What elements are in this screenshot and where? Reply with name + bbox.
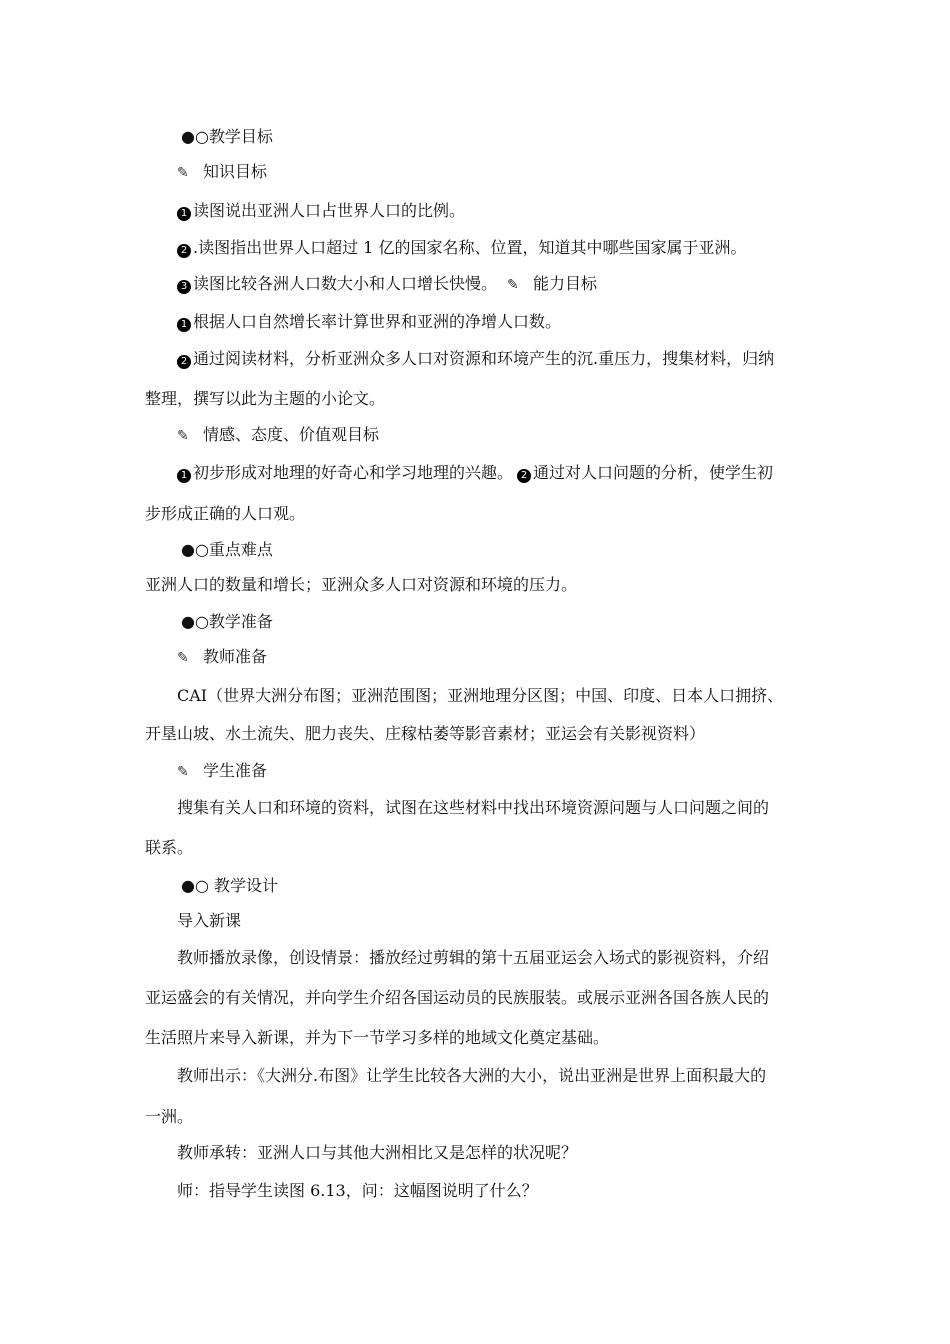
item-text: 初步形成对地理的好奇心和学习地理的兴趣。	[193, 463, 514, 482]
heading-label: 情感、态度、价值观目标	[203, 425, 380, 444]
student-prep-text: 搜集有关人口和环境的资料，试图在这些材料中找出环境资源问题与人口问题之间的	[177, 798, 770, 817]
key-points-text: 亚洲人口的数量和增长；亚洲众多人口对资源和环境的压力。	[145, 575, 578, 594]
knowledge-item-3	[177, 273, 597, 296]
numbered-bullet-icon: 1	[177, 469, 191, 483]
heading-label: 学生准备	[203, 761, 268, 780]
emotion-items	[177, 462, 773, 484]
intro-heading: 导入新课	[177, 911, 242, 930]
paragraph-3: 教师承转：亚洲人口与其他大洲相比又是怎样的状况呢？	[177, 1143, 578, 1162]
item-text: 通过阅读材料，分析亚洲众多人口对资源和环境产生的沉.重压力，搜集材料，归纳	[193, 349, 775, 368]
pen-icon: ✎	[507, 277, 519, 293]
paragraph-1-line-3: 生活照片来导入新课，并为下一节学习多样的地域文化奠定基础。	[145, 1028, 610, 1047]
item-text: 通过对人口问题的分析，使学生初	[533, 463, 774, 482]
paragraph-4: 师：指导学生读图 6.13，问：这幅图说明了什么？	[177, 1181, 538, 1200]
pen-icon: ✎	[177, 650, 189, 666]
paragraph-2-line-2: 一洲。	[145, 1107, 194, 1126]
paragraph-1-line-2: 亚运盛会的有关情况，并向学生介绍各国运动员的民族服装。或展示亚洲各国各族人民的	[145, 988, 770, 1007]
emotion-goals-heading	[177, 424, 379, 447]
pen-icon: ✎	[177, 764, 189, 780]
teaching-goals-heading: ●○教学目标	[181, 127, 273, 146]
pen-icon: ✎	[177, 428, 189, 444]
heading-label: 知识目标	[203, 162, 268, 181]
ability-goals-heading: 能力目标	[533, 274, 598, 293]
teacher-prep-text-continued: 开垦山坡、水土流失、肥力丧失、庄稼枯萎等影音素材；亚运会有关影视资料）	[145, 724, 706, 743]
heading-label: 教师准备	[203, 647, 268, 666]
item-text: .读图指出世界人口超过 1 亿的国家名称、位置，知道其中哪些国家属于亚洲。	[193, 238, 747, 257]
student-prep-text-continued: 联系。	[145, 838, 194, 857]
paragraph-2-line-1: 教师出示：《大洲分.布图》让学生比较各大洲的大小，说出亚洲是世界上面积最大的	[177, 1066, 767, 1085]
key-points-heading: ●○重点难点	[181, 540, 273, 559]
teacher-prep-text: CAI（世界大洲分布图；亚洲范围图；亚洲地理分区图；中国、印度、日本人口拥挤、	[177, 686, 784, 705]
numbered-bullet-icon: 2	[517, 469, 531, 483]
pen-icon: ✎	[177, 165, 189, 181]
emotion-items-continued: 步形成正确的人口观。	[145, 504, 306, 523]
teacher-prep-heading	[177, 646, 267, 669]
knowledge-goals-heading	[177, 161, 267, 184]
student-prep-heading	[177, 760, 267, 783]
knowledge-item-1	[177, 200, 465, 222]
item-text: 根据人口自然增长率计算世界和亚洲的净增人口数。	[193, 312, 562, 331]
paragraph-1-line-1: 教师播放录像，创设情景：播放经过剪辑的第十五届亚运会入场式的影视资料，介绍	[177, 948, 770, 967]
ability-item-1	[177, 311, 561, 333]
item-text: 读图比较各洲人口数大小和人口增长快慢。	[193, 274, 498, 293]
teaching-prep-heading: ●○教学准备	[181, 612, 273, 631]
knowledge-item-2	[177, 237, 746, 259]
numbered-bullet-icon: 1	[177, 207, 191, 221]
numbered-bullet-icon: 3	[177, 280, 191, 294]
numbered-bullet-icon: 2	[177, 244, 191, 258]
numbered-bullet-icon: 2	[177, 355, 191, 369]
numbered-bullet-icon: 1	[177, 318, 191, 332]
ability-item-2	[177, 348, 774, 370]
item-text: 读图说出亚洲人口占世界人口的比例。	[193, 201, 466, 220]
teaching-design-heading: ●○ 教学设计	[181, 876, 279, 895]
ability-item-2-continued: 整理，撰写以此为主题的小论文。	[145, 389, 386, 408]
